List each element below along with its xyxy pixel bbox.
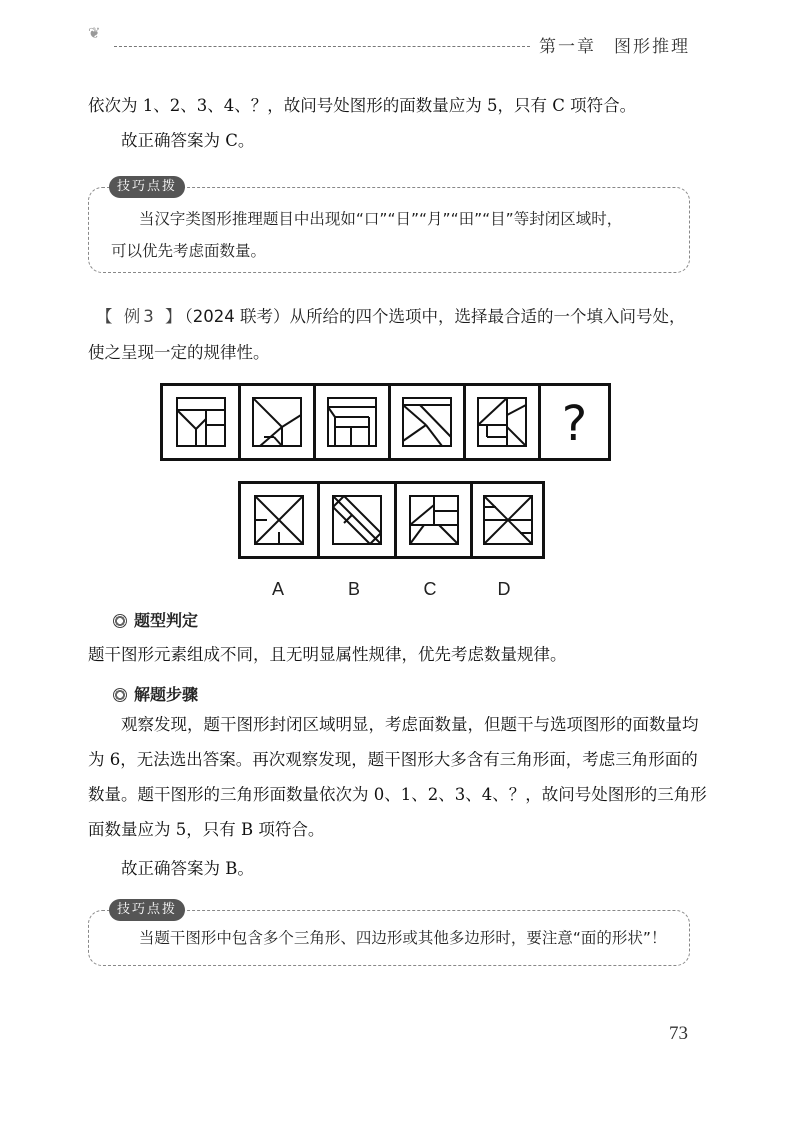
tip2-line1: 当题干图形中包含多个三角形、四边形或其他多边形时，要注意“面的形状”！ xyxy=(138,929,667,947)
steps-line-1: 观察发现，题干图形封闭区域明显，考虑面数量，但题干与选项图形的面数量均 xyxy=(121,715,699,734)
option-figure-d[interactable] xyxy=(470,484,542,556)
figure-4-drawing xyxy=(402,397,452,447)
option-label-b[interactable]: B xyxy=(347,579,360,599)
leaf-ornament-icon: ❦ xyxy=(88,24,101,42)
option-b-drawing xyxy=(332,495,382,545)
chapter-number: 第一章 xyxy=(539,37,596,57)
option-label-d[interactable]: D xyxy=(497,579,511,599)
tip1-line2: 可以优先考虑面数量。 xyxy=(111,242,267,260)
badge-icon xyxy=(113,614,127,628)
steps-line-2: 为 6，无法选出答案。再次观察发现，题干图形大多含有三角形面，考虑三角形面的 xyxy=(88,750,698,769)
steps-heading-row xyxy=(113,682,198,705)
question-figure-5 xyxy=(463,386,538,458)
chapter-title xyxy=(539,32,690,57)
tip-label-1: 技巧点拨 xyxy=(109,176,185,198)
option-label-c[interactable]: C xyxy=(423,579,437,599)
option-label-a[interactable]: A xyxy=(271,579,284,599)
tip-box-1 xyxy=(88,179,690,273)
figure-1-drawing xyxy=(176,397,226,447)
question-mark-cell xyxy=(538,386,608,458)
options-strip xyxy=(238,481,545,559)
question-figure-1 xyxy=(163,386,238,458)
chapter-topic: 图形推理 xyxy=(614,37,690,57)
steps-line-4: 面数量应为 5，只有 B 项符合。 xyxy=(88,820,325,839)
carryover-line: 依次为 1、2、3、4、？，故问号处图形的面数量应为 5，只有 C 项符合。 xyxy=(88,96,637,115)
tip1-line1: 当汉字类图形推理题目中出现如“口”“日”“月”“田”“目”等封闭区域时， xyxy=(138,210,623,228)
figure-3-drawing xyxy=(327,397,377,447)
example-prompt-line1: 从所给的四个选项中，选择最合适的一个填入问号处， xyxy=(289,307,686,326)
type-text: 题干图形元素组成不同，且无明显属性规律，优先考虑数量规律。 xyxy=(88,645,567,664)
answer-line-1: 故正确答案为 C。 xyxy=(121,131,255,150)
example-prompt xyxy=(96,300,706,334)
type-heading-row xyxy=(113,608,198,631)
badge-icon xyxy=(113,688,127,702)
figure-2-drawing xyxy=(252,397,302,447)
page-number: 73 xyxy=(669,1023,688,1044)
option-d-drawing xyxy=(483,495,533,545)
option-figure-b[interactable] xyxy=(317,484,394,556)
figure-5-drawing xyxy=(477,397,527,447)
option-c-drawing xyxy=(409,495,459,545)
tip-label-2: 技巧点拨 xyxy=(109,899,185,921)
example-prompt-line2: 使之呈现一定的规律性。 xyxy=(88,343,270,362)
question-figure-4 xyxy=(388,386,463,458)
type-heading: 题型判定 xyxy=(134,611,199,630)
answer-line-2: 故正确答案为 B。 xyxy=(121,859,254,878)
header-rule xyxy=(114,46,530,47)
question-figure-2 xyxy=(238,386,313,458)
option-figure-c[interactable] xyxy=(394,484,470,556)
example-source: （2024 联考） xyxy=(184,307,290,326)
option-figure-a[interactable] xyxy=(241,484,317,556)
example-tag: 【 例3 】 xyxy=(96,307,185,326)
question-mark: ? xyxy=(561,396,588,452)
tip-box-2 xyxy=(88,902,690,966)
steps-line-3: 数量。题干图形的三角形面数量依次为 0、1、2、3、4、？，故问号处图形的三角形 xyxy=(88,785,707,804)
question-strip xyxy=(160,383,611,461)
option-a-drawing xyxy=(254,495,304,545)
running-header xyxy=(88,22,690,57)
question-figure-3 xyxy=(313,386,388,458)
steps-heading: 解题步骤 xyxy=(134,685,199,704)
